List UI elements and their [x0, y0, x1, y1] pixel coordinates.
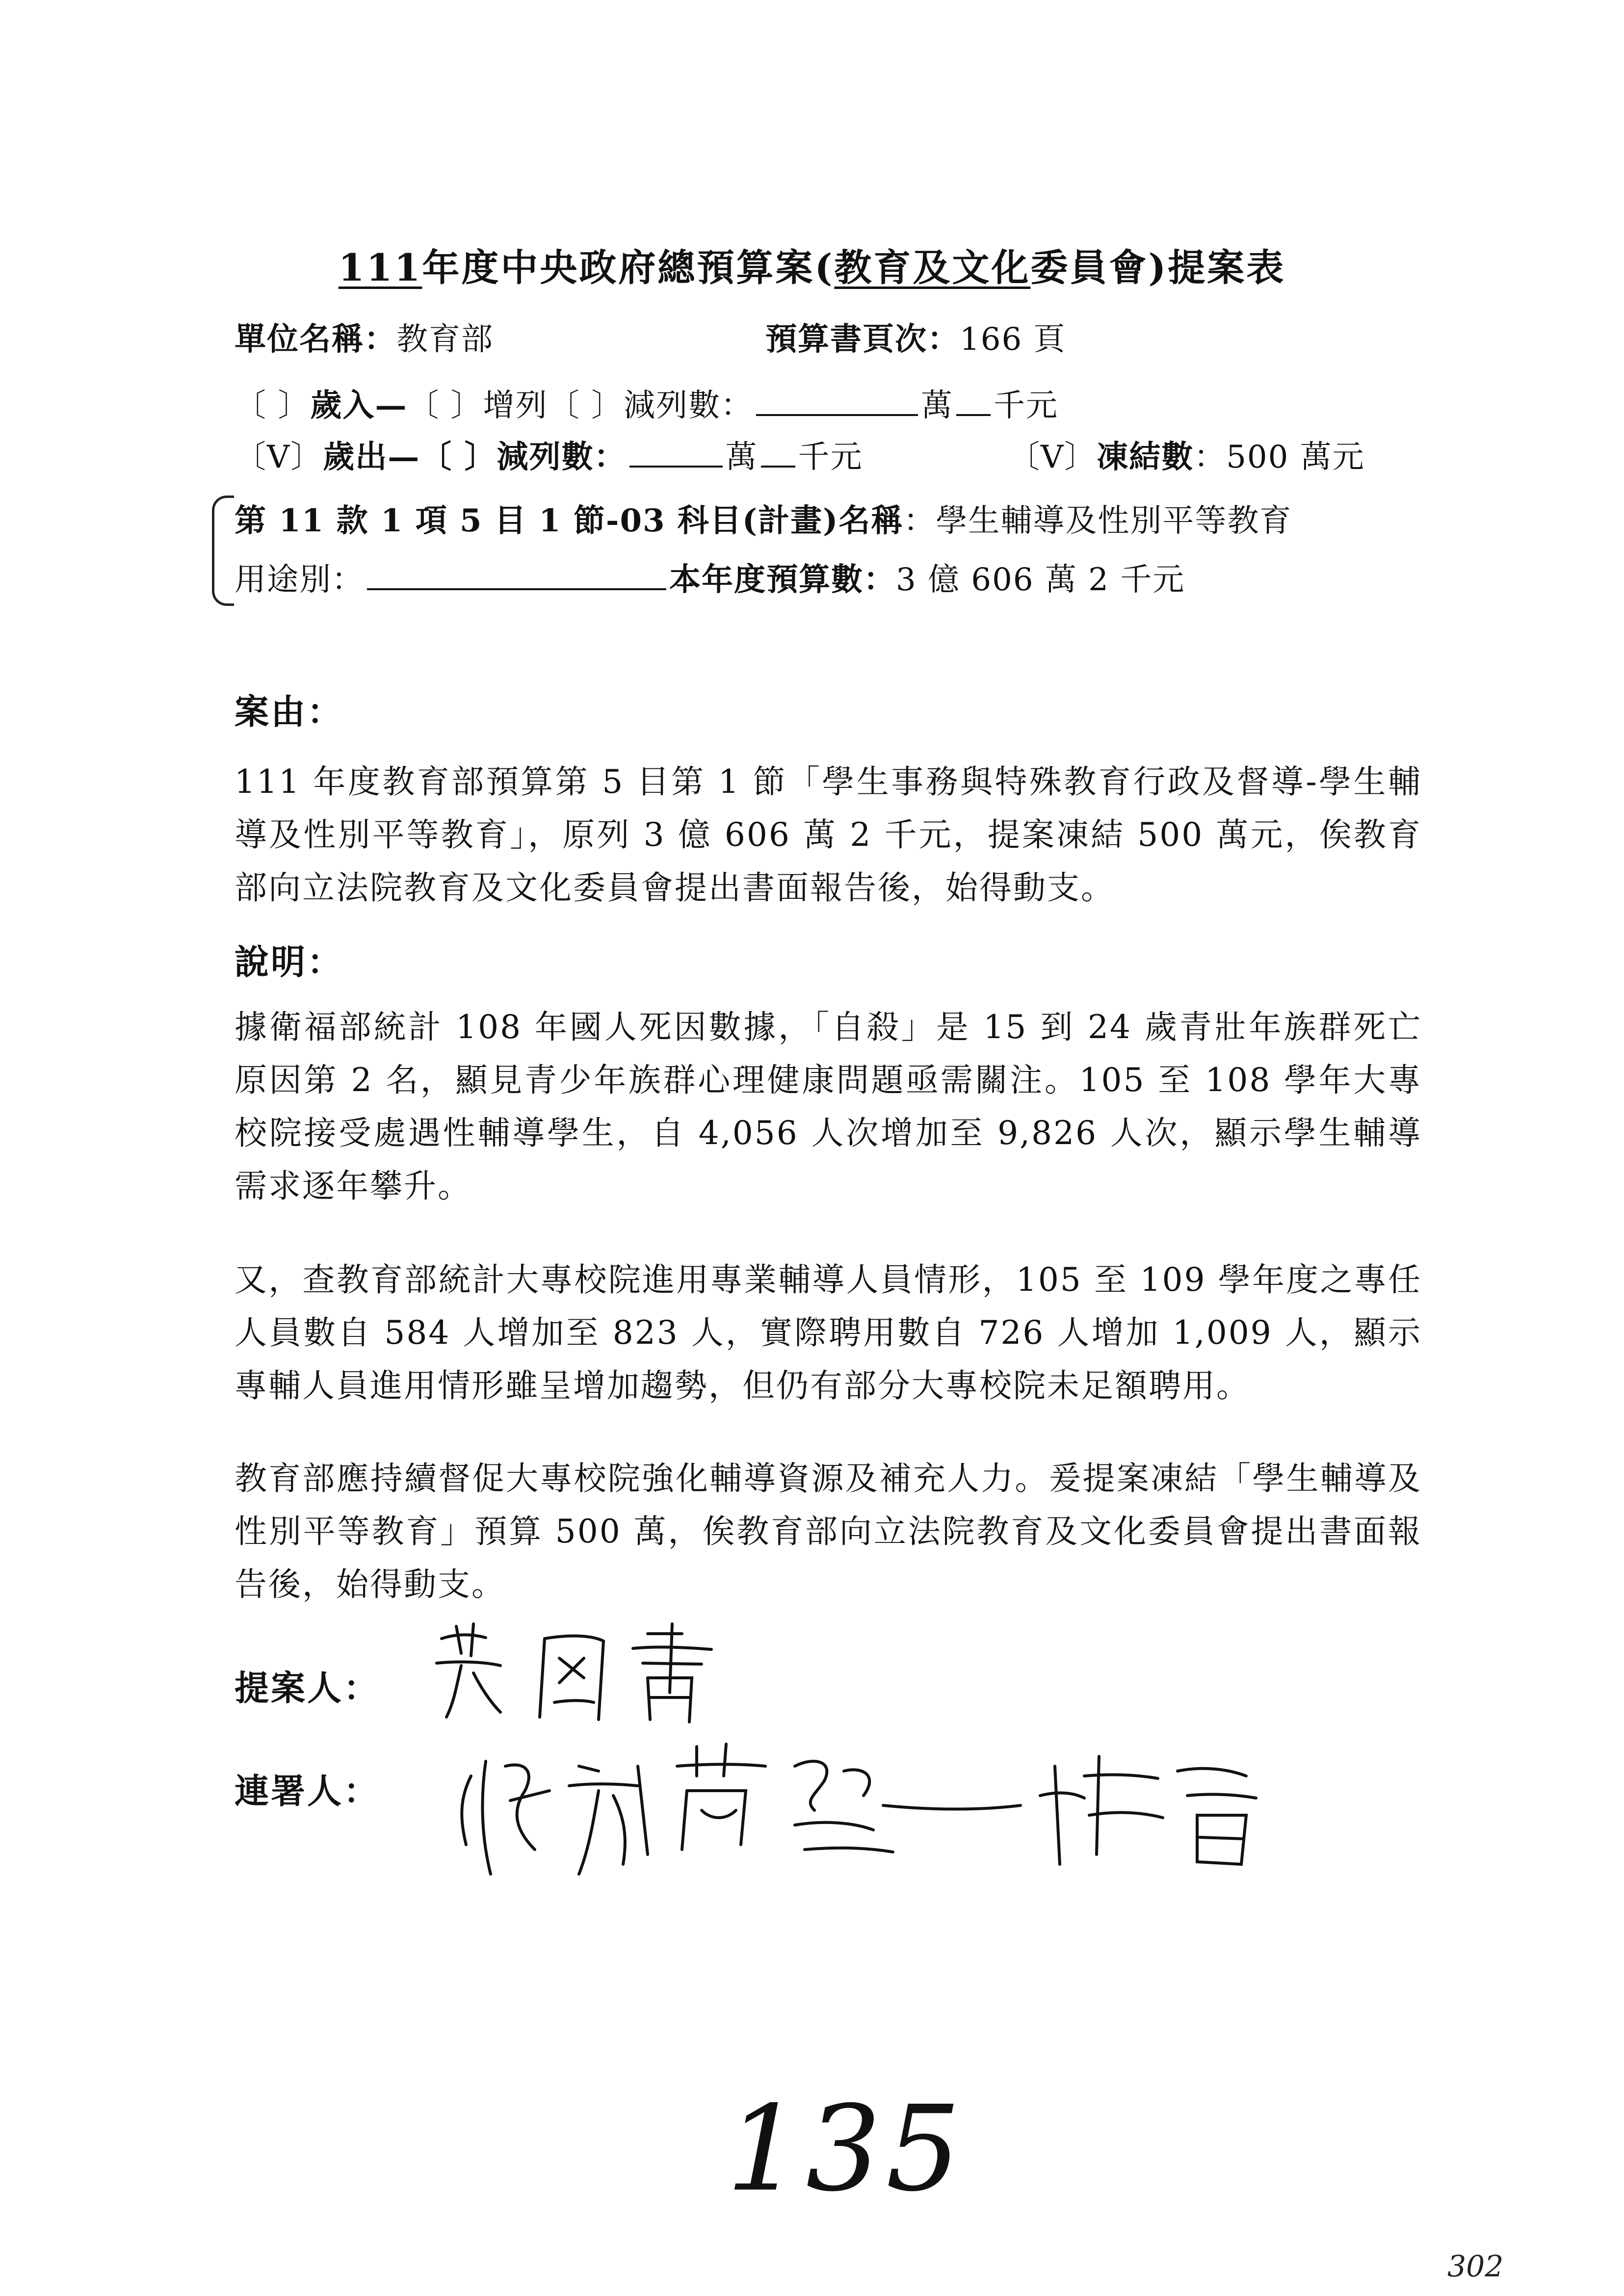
unit-label: 單位名稱：: [235, 321, 396, 358]
explanation-paragraph-3: 教育部應持續督促大專校院強化輔導資源及補充人力。爰提案凍結「學生輔導及性別平等教育」預算 500 萬，俟教育部向立法院教育及文化委員會提出書面報告後，始得動支。: [235, 1460, 1422, 1603]
title-prefix: 年度中央政府總預算案(: [422, 246, 835, 289]
expense-wan: 萬: [725, 439, 758, 475]
proposer-signature-icon: [427, 1619, 741, 1732]
freeze-label: 凍結數: [1097, 439, 1194, 475]
budget-value: 3 億 606 萬 2 千元: [896, 562, 1185, 598]
expense-wan-blank: [629, 465, 723, 468]
reason-heading: 案由：: [235, 691, 343, 732]
revenue-label: 歲入—: [310, 387, 408, 424]
proposer-label: 提案人：: [235, 1668, 380, 1708]
expense-decrease: 〔 〕減列數：: [420, 439, 627, 475]
reason-text: 111 年度教育部預算第 5 目第 1 節「學生事務與特殊教育行政及督導-學生輔導及性別平等教育」，原列 3 億 606 萬 2 千元，提案凍結 500 萬元，俟教育部向立法院教育及文化委員會提出書面報告後，始得動支。: [235, 763, 1422, 907]
handwritten-page-number: 135: [726, 2080, 966, 2218]
subject-value: ：學生輔導及性別平等教育: [903, 503, 1292, 539]
cosigner-signatures-icon: [451, 1737, 1315, 1884]
page-ref-row: [765, 314, 1066, 359]
unit-row: [235, 314, 494, 359]
revenue-line: [235, 380, 1058, 425]
title-suffix: 委員會)提案表: [1030, 246, 1286, 289]
page-ref-value: 166 頁: [960, 321, 1066, 358]
explanation-paragraph-1: 據衛福部統計 108 年國人死因數據，「自殺」是 15 到 24 歲青壯年族群死亡原因第 2 名，顯見青少年族群心理健康問題亟需關注。105 至 108 學年大專校院接受處遇性輔導學生，自 4,056 人次增加至 9,826 人次，顯示學生輔導需求逐年攀升。: [235, 1008, 1422, 1205]
subject-label: 第 11 款 1 項 5 目 1 節-03 科目(計畫)名稱: [235, 502, 904, 539]
freeze-row: [1008, 432, 1365, 477]
revenue-increase: 〔 〕增列: [407, 388, 548, 424]
expense-line: [235, 432, 863, 477]
expense-label: 歲出—: [323, 439, 420, 475]
revenue-check: 〔 〕: [235, 388, 311, 424]
expense-check: 〔V〕: [235, 439, 323, 475]
revenue-wan: 萬: [921, 388, 954, 424]
revenue-qian-blank: [956, 414, 991, 416]
freeze-check: 〔V〕: [1008, 439, 1097, 475]
unit-value: 教育部: [396, 321, 494, 358]
page-ref-label: 預算書頁次：: [765, 321, 960, 358]
stamp-number: 302: [1447, 2249, 1504, 2284]
cosigners-label: 連署人：: [235, 1771, 380, 1811]
explanation-paragraph-2: 又，查教育部統計大專校院進用專業輔導人員情形，105 至 109 學年度之專任人員數自 584 人增加至 823 人，實際聘用數自 726 人增加 1,009 人，顯示專輔人員進用情形雖呈增加趨勢，但仍有部分大專校院未足額聘用。: [235, 1261, 1422, 1405]
explanation-heading: 說明：: [235, 941, 343, 982]
title-committee: 教育及文化: [834, 246, 1031, 289]
page-title: [0, 238, 1624, 291]
left-bracket: [212, 496, 234, 606]
revenue-decrease: 〔 〕減列數：: [548, 388, 754, 424]
expense-qian: 千元: [798, 439, 863, 475]
budget-label: 本年度預算數：: [669, 561, 896, 598]
revenue-qian: 千元: [994, 388, 1059, 424]
usage-label: 用途別：: [235, 562, 364, 598]
usage-blank: [367, 588, 666, 590]
subject-line: [235, 496, 1292, 541]
expense-qian-blank: [761, 465, 795, 468]
title-year: 111: [338, 246, 422, 289]
revenue-wan-blank: [756, 414, 918, 416]
usage-line: [235, 554, 1185, 600]
freeze-value: ：500 萬元: [1194, 439, 1365, 475]
